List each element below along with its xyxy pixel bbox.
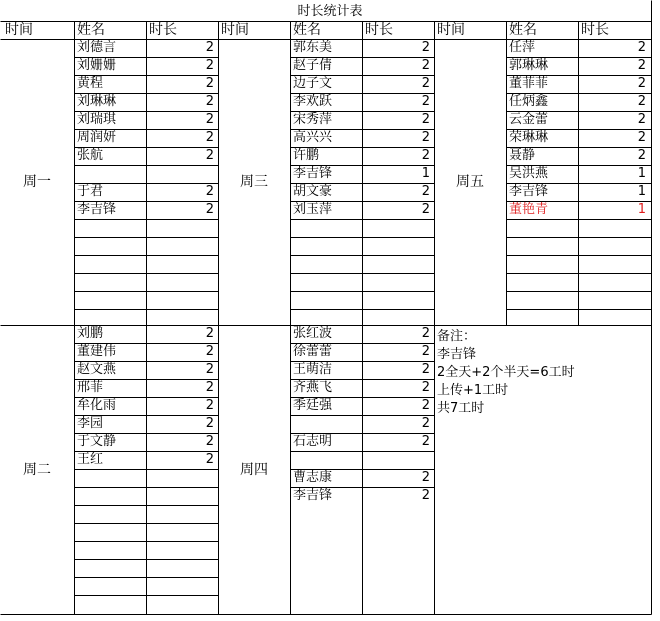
thu-hours-cell[interactable]: 2 xyxy=(421,470,430,485)
mon-name-cell[interactable]: 周润妍 xyxy=(77,130,117,145)
wed-name-cell[interactable]: 李吉锋 xyxy=(293,166,333,181)
mon-hours-cell[interactable]: 2 xyxy=(205,202,214,217)
tue-name-cell[interactable] xyxy=(74,505,146,523)
tue-hours-cell[interactable] xyxy=(146,577,218,595)
note-line: 2全天+2个半天=6工时 xyxy=(437,365,575,380)
fri-name-cell[interactable] xyxy=(506,291,578,309)
wed-hours-cell[interactable] xyxy=(362,255,434,273)
wed-hours-cell[interactable] xyxy=(362,291,434,309)
tue-name-cell[interactable]: 王红 xyxy=(77,452,104,467)
mon-name-cell[interactable] xyxy=(74,255,146,273)
wed-hours-cell[interactable]: 2 xyxy=(421,130,430,145)
thu-hours-cell[interactable]: 2 xyxy=(421,344,430,359)
tue-name-cell[interactable] xyxy=(74,595,146,613)
thu-hours-cell[interactable]: 2 xyxy=(421,362,430,377)
fri-hours-cell[interactable] xyxy=(578,291,650,309)
header-time-wed[interactable]: 时间 xyxy=(221,22,249,38)
mon-name-cell[interactable]: 刘瑞琪 xyxy=(77,112,117,127)
mon-hours-cell[interactable]: 2 xyxy=(205,58,214,73)
mon-name-cell[interactable] xyxy=(74,273,146,291)
tue-name-cell[interactable] xyxy=(74,523,146,541)
tue-name-cell[interactable]: 李园 xyxy=(77,416,104,431)
sheet-title[interactable]: 时长统计表 xyxy=(297,3,363,19)
mon-name-cell[interactable] xyxy=(74,165,146,183)
wed-hours-cell[interactable] xyxy=(362,273,434,291)
note-line: 备注： xyxy=(437,329,477,344)
fri-name-cell[interactable]: 郭琳琳 xyxy=(509,58,549,73)
fri-name-cell[interactable]: 李吉锋 xyxy=(509,184,549,199)
tue-name-cell[interactable] xyxy=(74,577,146,595)
mon-hours-cell[interactable] xyxy=(146,219,218,237)
mon-name-cell[interactable]: 李吉锋 xyxy=(77,202,117,217)
wed-hours-cell[interactable]: 2 xyxy=(421,94,430,109)
thu-name-cell[interactable]: 齐燕飞 xyxy=(293,380,333,395)
note-line: 李吉锋 xyxy=(437,347,477,362)
mon-hours-cell[interactable]: 2 xyxy=(205,94,214,109)
fri-hours-cell[interactable]: 2 xyxy=(637,76,646,91)
mon-hours-cell[interactable] xyxy=(146,255,218,273)
tue-hours-cell[interactable]: 2 xyxy=(205,362,214,377)
wed-name-cell[interactable]: 赵子倩 xyxy=(293,58,333,73)
fri-hours-cell[interactable]: 1 xyxy=(637,202,646,217)
header-time-mon[interactable]: 时间 xyxy=(5,22,33,38)
tue-hours-cell[interactable] xyxy=(146,559,218,577)
note-line: 上传+1工时 xyxy=(437,383,509,398)
thu-name-cell[interactable]: 李吉锋 xyxy=(293,488,333,503)
mon-hours-cell[interactable]: 2 xyxy=(205,130,214,145)
thu-hours-cell[interactable]: 2 xyxy=(421,488,430,503)
fri-hours-cell[interactable]: 2 xyxy=(637,94,646,109)
fri-hours-cell[interactable]: 2 xyxy=(637,58,646,73)
fri-hours-cell[interactable]: 2 xyxy=(637,148,646,163)
fri-name-cell[interactable] xyxy=(506,219,578,237)
thu-name-cell[interactable]: 石志明 xyxy=(293,434,333,449)
fri-hours-cell[interactable] xyxy=(578,255,650,273)
tue-name-cell[interactable] xyxy=(74,487,146,505)
thu-name-cell[interactable]: 季廷强 xyxy=(293,398,333,413)
wed-name-cell[interactable]: 高兴兴 xyxy=(293,130,333,145)
fri-name-cell[interactable]: 云金蕾 xyxy=(509,112,549,127)
mon-hours-cell[interactable]: 2 xyxy=(205,76,214,91)
mon-name-cell[interactable] xyxy=(74,291,146,309)
mon-hours-cell[interactable]: 2 xyxy=(205,148,214,163)
mon-name-cell[interactable]: 刘德言 xyxy=(77,40,117,55)
fri-hours-cell[interactable] xyxy=(578,309,650,327)
mon-hours-cell[interactable]: 2 xyxy=(205,184,214,199)
header-duration-wed[interactable]: 时长 xyxy=(365,22,393,38)
tue-name-cell[interactable]: 邢菲 xyxy=(77,380,104,395)
fri-hours-cell[interactable]: 1 xyxy=(637,184,646,199)
day-label-fri[interactable]: 周五 xyxy=(456,174,484,190)
tue-hours-cell[interactable]: 2 xyxy=(205,416,214,431)
wed-hours-cell[interactable]: 2 xyxy=(421,76,430,91)
wed-name-cell[interactable] xyxy=(290,255,362,273)
mon-hours-cell[interactable] xyxy=(146,165,218,183)
wed-hours-cell[interactable]: 1 xyxy=(421,166,430,181)
day-label-mon[interactable]: 周一 xyxy=(23,174,51,190)
header-name-wed[interactable]: 姓名 xyxy=(293,22,321,38)
fri-hours-cell[interactable]: 1 xyxy=(637,166,646,181)
fri-name-cell[interactable] xyxy=(506,237,578,255)
tue-name-cell[interactable]: 于文静 xyxy=(77,434,117,449)
fri-name-cell[interactable] xyxy=(506,309,578,327)
header-duration-fri[interactable]: 时长 xyxy=(581,22,609,38)
fri-name-cell[interactable]: 董艳青 xyxy=(509,202,549,217)
tue-name-cell[interactable]: 赵文燕 xyxy=(77,362,117,377)
day-label-tue[interactable]: 周二 xyxy=(23,461,51,478)
fri-hours-cell[interactable]: 2 xyxy=(637,112,646,127)
thu-name-cell[interactable] xyxy=(290,451,362,469)
mon-hours-cell[interactable] xyxy=(146,291,218,309)
wed-hours-cell[interactable] xyxy=(362,237,434,255)
fri-name-cell[interactable]: 聂静 xyxy=(509,148,536,163)
fri-name-cell[interactable]: 荣琳琳 xyxy=(509,130,549,145)
wed-name-cell[interactable] xyxy=(290,237,362,255)
wed-name-cell[interactable]: 边子文 xyxy=(293,76,333,91)
tue-hours-cell[interactable] xyxy=(146,469,218,487)
fri-hours-cell[interactable]: 2 xyxy=(637,40,646,55)
wed-name-cell[interactable]: 刘玉萍 xyxy=(293,202,333,217)
tue-hours-cell[interactable]: 2 xyxy=(205,344,214,359)
tue-hours-cell[interactable] xyxy=(146,541,218,559)
fri-name-cell[interactable]: 任萍 xyxy=(509,40,536,55)
fri-name-cell[interactable]: 董菲菲 xyxy=(509,76,549,91)
fri-hours-cell[interactable] xyxy=(578,237,650,255)
wed-name-cell[interactable] xyxy=(290,219,362,237)
header-name-fri[interactable]: 姓名 xyxy=(509,22,537,38)
mon-name-cell[interactable]: 刘姗姗 xyxy=(77,58,117,73)
mon-hours-cell[interactable] xyxy=(146,237,218,255)
thu-name-cell[interactable]: 王萌洁 xyxy=(293,362,333,377)
wed-name-cell[interactable]: 胡文豪 xyxy=(293,184,333,199)
wed-hours-cell[interactable]: 2 xyxy=(421,112,430,127)
mon-name-cell[interactable] xyxy=(74,237,146,255)
tue-name-cell[interactable]: 牟化雨 xyxy=(77,398,117,413)
fri-hours-cell[interactable] xyxy=(578,219,650,237)
mon-name-cell[interactable] xyxy=(74,219,146,237)
tue-hours-cell[interactable]: 2 xyxy=(205,434,214,449)
mon-hours-cell[interactable] xyxy=(146,273,218,291)
tue-hours-cell[interactable]: 2 xyxy=(205,380,214,395)
mon-hours-cell[interactable]: 2 xyxy=(205,40,214,55)
thu-hours-cell[interactable]: 2 xyxy=(421,434,430,449)
thu-hours-cell[interactable]: 2 xyxy=(421,398,430,413)
tue-hours-cell[interactable] xyxy=(146,505,218,523)
wed-hours-cell[interactable]: 2 xyxy=(421,58,430,73)
day-label-thu[interactable]: 周四 xyxy=(240,461,268,478)
wed-hours-cell[interactable] xyxy=(362,219,434,237)
tue-hours-cell[interactable]: 2 xyxy=(205,452,214,467)
thu-name-cell[interactable]: 曹志康 xyxy=(293,470,333,485)
fri-name-cell[interactable]: 吴洪燕 xyxy=(509,166,549,181)
tue-hours-cell[interactable] xyxy=(146,595,218,613)
wed-name-cell[interactable]: 宋秀萍 xyxy=(293,112,333,127)
wed-name-cell[interactable]: 郭东美 xyxy=(293,40,333,55)
thu-hours-cell[interactable]: 2 xyxy=(421,380,430,395)
mon-name-cell[interactable]: 张航 xyxy=(77,148,104,163)
header-name-mon[interactable]: 姓名 xyxy=(77,22,105,38)
tue-hours-cell[interactable] xyxy=(146,523,218,541)
thu-name-cell[interactable] xyxy=(290,415,362,433)
tue-name-cell[interactable] xyxy=(74,541,146,559)
fri-name-cell[interactable] xyxy=(506,273,578,291)
wed-name-cell[interactable]: 李欢跃 xyxy=(293,94,333,109)
thu-name-cell[interactable]: 张红波 xyxy=(293,326,333,341)
fri-hours-cell[interactable] xyxy=(578,273,650,291)
day-label-wed[interactable]: 周三 xyxy=(240,174,268,190)
note-line: 共7工时 xyxy=(437,401,485,416)
tue-hours-cell[interactable]: 2 xyxy=(205,398,214,413)
tue-name-cell[interactable] xyxy=(74,469,146,487)
header-time-fri[interactable]: 时间 xyxy=(437,22,465,38)
mon-name-cell[interactable]: 黄程 xyxy=(77,76,104,91)
thu-hours-cell[interactable] xyxy=(362,451,434,469)
tue-name-cell[interactable]: 刘鹏 xyxy=(77,326,104,341)
fri-name-cell[interactable]: 任炳鑫 xyxy=(509,94,549,109)
thu-name-cell[interactable]: 徐蕾蕾 xyxy=(293,344,333,359)
tue-hours-cell[interactable]: 2 xyxy=(205,326,214,341)
wed-name-cell[interactable] xyxy=(290,273,362,291)
wed-name-cell[interactable]: 许鹏 xyxy=(293,148,320,163)
fri-name-cell[interactable] xyxy=(506,255,578,273)
mon-name-cell[interactable]: 刘琳琳 xyxy=(77,94,117,109)
wed-hours-cell[interactable]: 2 xyxy=(421,184,430,199)
tue-hours-cell[interactable] xyxy=(146,487,218,505)
wed-hours-cell[interactable]: 2 xyxy=(421,202,430,217)
mon-hours-cell[interactable]: 2 xyxy=(205,112,214,127)
tue-name-cell[interactable]: 董建伟 xyxy=(77,344,117,359)
mon-name-cell[interactable]: 于君 xyxy=(77,184,104,199)
thu-hours-cell[interactable]: 2 xyxy=(421,416,430,431)
tue-name-cell[interactable] xyxy=(74,559,146,577)
wed-hours-cell[interactable]: 2 xyxy=(421,148,430,163)
thu-hours-cell[interactable]: 2 xyxy=(421,326,430,341)
fri-hours-cell[interactable]: 2 xyxy=(637,130,646,145)
header-duration-mon[interactable]: 时长 xyxy=(149,22,177,38)
wed-name-cell[interactable] xyxy=(290,291,362,309)
wed-hours-cell[interactable]: 2 xyxy=(421,40,430,55)
